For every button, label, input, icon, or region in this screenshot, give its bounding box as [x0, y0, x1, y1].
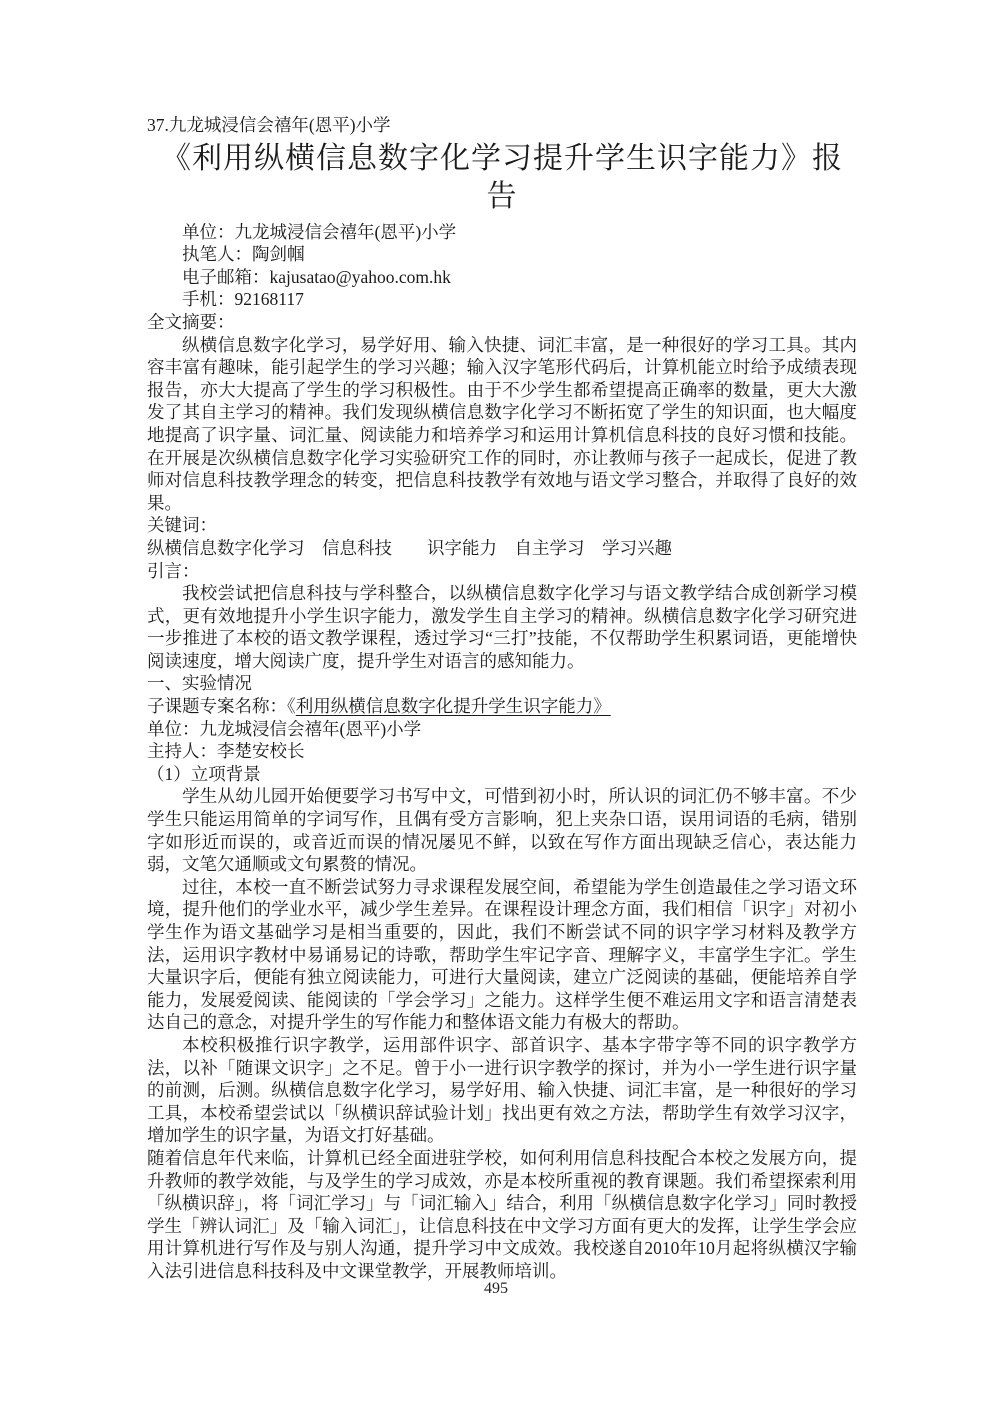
- meta-phone: 手机：92168117: [182, 289, 304, 310]
- intro-label: 引言：: [147, 560, 200, 581]
- intro-body: 我校尝试把信息科技与学科整合，以纵横信息数字化学习与语文教学结合成创新学习模式，更有效地提升小学生识字能力，激发学生自主学习的精神。纵横信息数字化学习研究进一步推进了本校的语文教学课程，透过学习“三打”技能，不仅帮助学生积累词语，更能增快阅读速度，增大阅读广度，提升学生对语言的感知能力。: [147, 583, 857, 671]
- background-paragraph: 学生从幼儿园开始便要学习书写中文，可惜到初小时，所认识的词汇仍不够丰富。不少学生只能运用简单的字词写作，且偶有受方言影响，犯上夹杂口语，误用词语的毛病，错别字如形近而误的，或音近而误的情况屡见不鲜，以致在写作方面出现缺乏信心，表达能力弱，文笔欠通顺或文句累赘的情况。: [147, 786, 857, 875]
- section1-host: 主持人：李楚安校长: [147, 741, 305, 762]
- document-content: [147, 114, 857, 1283]
- meta-writer: 执笔人：陶剑帼: [182, 244, 305, 265]
- abstract-label: 全文摘要：: [147, 311, 235, 332]
- background-heading: （1）立项背景: [147, 763, 261, 784]
- keywords-label: 关键词：: [147, 515, 217, 536]
- meta-unit: 单位：九龙城浸信会禧年(恩平)小学: [182, 221, 457, 242]
- school-index-line: 37.九龙城浸信会禧年(恩平)小学: [147, 115, 391, 135]
- abstract-body: 纵横信息数字化学习，易学好用、输入快捷、词汇丰富，是一种很好的学习工具。其内容丰富有趣味，能引起学生的学习兴趣；输入汉字笔形代码后，计算机能立时给予成绩表现报告，亦大大提高了学生的学习积极性。由于不少学生都希望提高正确率的数量，更大大激发了其自主学习的精神。我们发现纵横信息数字化学习不断拓宽了学生的知识面，也大幅度地提高了识字量、词汇量、阅读能力和培养学习和运用计算机信息科技的良好习惯和技能。在开展是次纵横信息数字化学习实验研究工作的同时，亦让教师与孩子一起成长，促进了教师对信息科技教学理念的转变，把信息科技教学有效地与语文学习整合，并取得了良好的效果。: [147, 334, 857, 513]
- background-paragraph: 随着信息年代来临，计算机已经全面进驻学校，如何利用信息科技配合本校之发展方向，提升教师的教学效能，与及学生的学习成效，亦是本校所重视的教育课题。我们希望探索利用「纵横识辞」，将「词汇学习」与「词汇输入」结合，利用「纵横信息数字化学习」同时教授学生「辨认词汇」及「输入词汇」，让信息科技在中文学习方面有更大的发挥，让学生学会应用计算机进行写作及与别人沟通，提升学习中文成效。我校遂自2010年10月起将纵横汉字输入法引进信息科技科及中文课堂教学，开展教师培训。: [147, 1147, 857, 1281]
- page-number: 495: [484, 1280, 508, 1297]
- section1-heading: 一、实验情况: [147, 673, 252, 694]
- subtopic-label: 子课题专案名称：《: [147, 696, 296, 717]
- report-title: 《利用纵横信息数字化学习提升学生识字能力》报告: [161, 141, 843, 213]
- background-paragraph: 过往，本校一直不断尝试努力寻求课程发展空间，希望能为学生创造最佳之学习语文环境，提升他们的学业水平，减少学生差异。在课程设计理念方面，我们相信「识字」对初小学生作为语文基础学习是相当重要的，因此，我们不断尝试不同的识字学习材料及教学方法，运用识字教材中易诵易记的诗歌，帮助学生牢记字音、理解字义，丰富学生字汇。学生大量识字后，便能有独立阅读能力，可进行大量阅读，建立广泛阅读的基础，便能培养自学能力，发展爱阅读、能阅读的「学会学习」之能力。这样学生便不难运用文字和语言清楚表达自己的意念，对提升学生的写作能力和整体语文能力有极大的帮助。: [147, 876, 857, 1033]
- background-paragraph: 本校积极推行识字教学，运用部件识字、部首识字、基本字带字等不同的识字教学方法，以补「随课文识字」之不足。曾于小一进行识字教学的探讨，并为小一学生进行识字量的前测，后测。纵横信息数字化学习，易学好用、输入快捷、词汇丰富，是一种很好的学习工具，本校希望尝试以「纵横识辞试验计划」找出更有效之方法，帮助学生有效学习汉字，增加学生的识字量，为语文打好基础。: [147, 1034, 857, 1146]
- meta-email: 电子邮箱：kajusatao@yahoo.com.hk: [182, 266, 451, 287]
- section1-unit: 单位：九龙城浸信会禧年(恩平)小学: [147, 718, 422, 739]
- keywords-terms: 纵横信息数字化学习 信息科技 识字能力 自主学习 学习兴趣: [147, 537, 672, 558]
- subtopic-line: [147, 695, 857, 718]
- subtopic-title: 利用纵横信息数字化提升学生识字能力》: [295, 696, 611, 717]
